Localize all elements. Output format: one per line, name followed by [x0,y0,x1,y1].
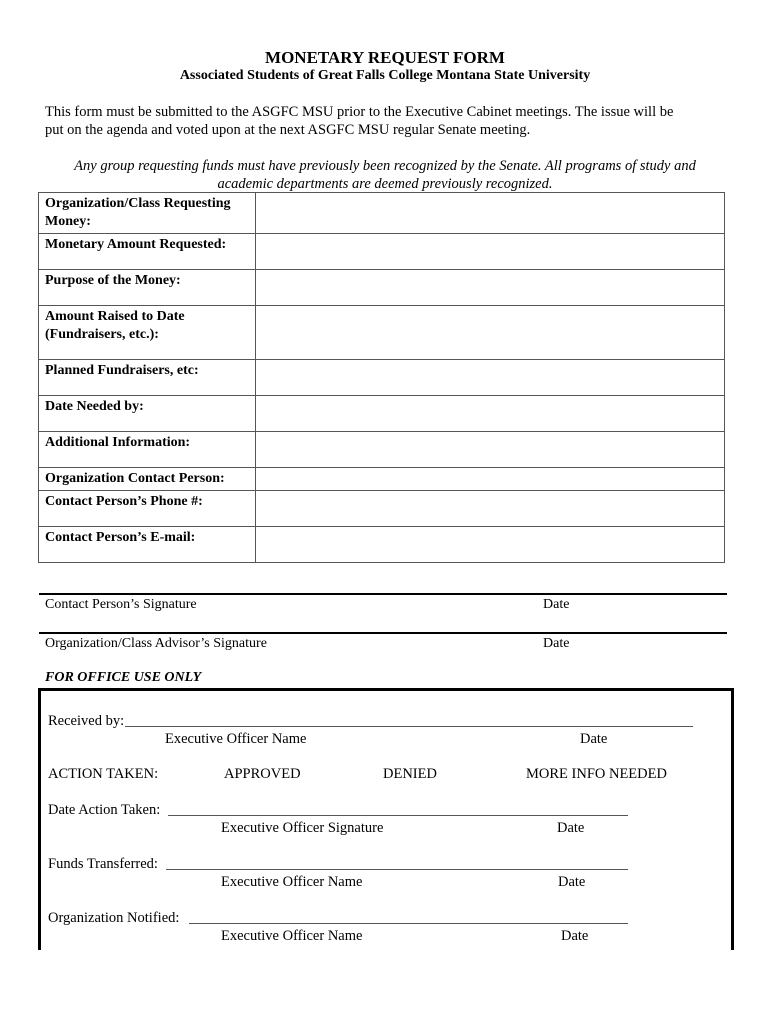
field-label-contact-phone: Contact Person’s Phone #: [39,491,256,527]
office-use-heading: FOR OFFICE USE ONLY [45,670,202,685]
field-label-contact-person: Organization Contact Person: [39,468,256,491]
field-row-date-needed [39,396,725,432]
action-denied-option[interactable]: DENIED [383,766,437,782]
field-row-contact-phone [39,491,725,527]
funds-transferred-date-caption: Date [558,874,586,890]
form-title: MONETARY REQUEST FORM [265,48,505,67]
request-fields-table [38,192,725,563]
organization-notified-name-caption: Executive Officer Name [221,928,363,944]
field-row-planned-fundraisers [39,360,725,396]
organization-notified-date-caption: Date [561,928,589,944]
date-action-date-caption: Date [557,820,585,836]
action-approved-option[interactable]: APPROVED [224,766,301,782]
contact-signature-date-label: Date [543,597,570,612]
field-input-date-needed[interactable] [256,396,725,432]
field-input-amount[interactable] [256,234,725,270]
field-row-organization [39,193,725,234]
field-label-date-needed: Date Needed by: [39,396,256,432]
field-row-contact-person [39,468,725,491]
field-row-contact-email [39,527,725,563]
action-more-info-option[interactable]: MORE INFO NEEDED [526,766,667,782]
field-input-planned-fundraisers[interactable] [256,360,725,396]
field-row-additional-info [39,432,725,468]
organization-notified-line[interactable] [189,923,628,924]
field-label-organization: Organization/Class Requesting Money: [39,193,256,234]
date-action-taken-line[interactable] [168,815,628,816]
note-line-2: academic departments are deemed previously recognized. [217,176,553,192]
field-label-amount-raised: Amount Raised to Date (Fundraisers, etc.): [39,306,256,360]
field-input-additional-info[interactable] [256,432,725,468]
received-by-label: Received by: [48,713,125,729]
funds-transferred-line[interactable] [166,869,628,870]
received-by-name-caption: Executive Officer Name [165,731,307,747]
advisor-signature-label: Organization/Class Advisor’s Signature [45,636,267,651]
field-row-amount-raised [39,306,725,360]
received-by-line[interactable] [125,726,693,727]
office-use-box [38,688,734,950]
contact-signature-label: Contact Person’s Signature [45,597,197,612]
intro-line-2: put on the agenda and voted upon at the next ASGFC MSU regular Senate meeting. [45,122,531,138]
funds-transferred-name-caption: Executive Officer Name [221,874,363,890]
field-input-contact-email[interactable] [256,527,725,563]
action-taken-label: ACTION TAKEN: [48,766,159,782]
field-label-additional-info: Additional Information: [39,432,256,468]
advisor-signature-line[interactable] [39,632,727,634]
field-label-amount: Monetary Amount Requested: [39,234,256,270]
received-by-date-caption: Date [580,731,608,747]
field-input-contact-person[interactable] [256,468,725,491]
intro-line-1: This form must be submitted to the ASGFC MSU prior to the Executive Cabinet meetings. The issue will be [45,104,674,120]
field-input-amount-raised[interactable] [256,306,725,360]
field-input-organization[interactable] [256,193,725,234]
field-input-purpose[interactable] [256,270,725,306]
contact-signature-line[interactable] [39,593,727,595]
field-label-purpose: Purpose of the Money: [39,270,256,306]
funds-transferred-label: Funds Transferred: [48,856,158,872]
field-label-contact-email: Contact Person’s E-mail: [39,527,256,563]
field-input-contact-phone[interactable] [256,491,725,527]
organization-notified-label: Organization Notified: [48,910,180,926]
eligibility-note [40,157,730,193]
advisor-signature-date-label: Date [543,636,570,651]
note-line-1: Any group requesting funds must have previously been recognized by the Senate. All programs of study and [74,158,696,174]
form-subtitle: Associated Students of Great Falls College Montana State University [179,68,591,83]
date-action-taken-label: Date Action Taken: [48,802,161,818]
field-row-purpose [39,270,725,306]
intro-paragraph [45,103,735,139]
field-row-amount [39,234,725,270]
date-action-signature-caption: Executive Officer Signature [221,820,384,836]
field-label-planned-fundraisers: Planned Fundraisers, etc: [39,360,256,396]
